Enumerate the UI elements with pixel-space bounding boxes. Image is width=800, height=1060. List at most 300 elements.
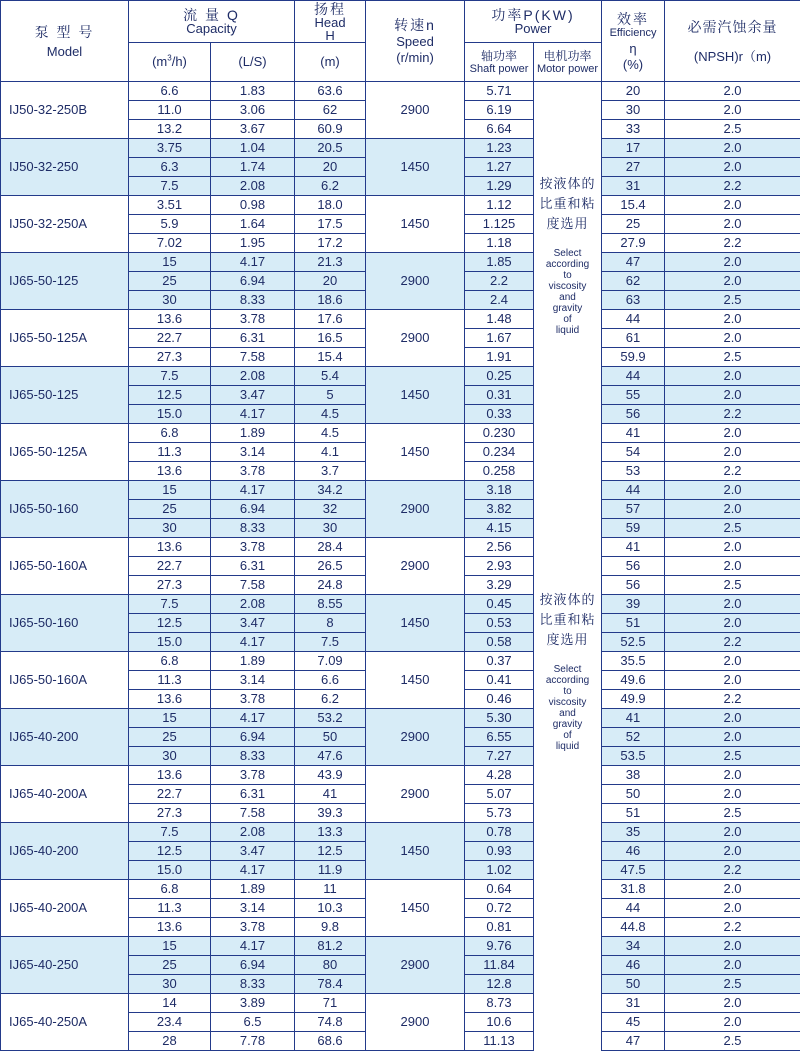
header-head-en: Head (314, 14, 346, 30)
cell-npsh: 2.0 (665, 538, 800, 557)
cell-efficiency: 31.8 (602, 880, 665, 899)
header-capacity-en: Capacity (186, 21, 237, 36)
cell-head: 74.8 (295, 1013, 366, 1032)
cell-efficiency: 38 (602, 766, 665, 785)
cell-capacity-ls: 6.94 (211, 956, 295, 975)
table-row (1, 709, 800, 728)
cell-efficiency: 56 (602, 557, 665, 576)
cell-capacity-ls: 8.33 (211, 519, 295, 538)
cell-head: 47.6 (295, 747, 366, 766)
cell-capacity-ls: 3.47 (211, 386, 295, 405)
header-shaft-power (465, 43, 534, 82)
motor-note-en-line: of (563, 314, 572, 325)
cell-speed: 2900 (366, 994, 465, 1051)
header-power-cn: 功率P(KW) (491, 7, 575, 23)
cell-capacity-ls: 1.89 (211, 424, 295, 443)
motor-note-en-line: gravity (552, 718, 583, 730)
cell-shaft-power: 2.4 (465, 291, 534, 310)
cell-capacity-m3h: 12.5 (129, 386, 211, 405)
cell-shaft-power: 1.23 (465, 139, 534, 158)
cell-efficiency: 54 (602, 443, 665, 462)
cell-capacity-ls: 1.89 (211, 880, 295, 899)
cell-model: IJ65-40-200A (1, 766, 129, 823)
cell-capacity-ls: 3.47 (211, 842, 295, 861)
cell-head: 7.5 (295, 633, 366, 652)
cell-capacity-m3h: 28 (129, 1032, 211, 1051)
cell-capacity-m3h: 6.8 (129, 652, 211, 671)
cell-shaft-power: 0.230 (465, 424, 534, 443)
cell-capacity-m3h: 13.6 (129, 462, 211, 481)
motor-note-en-line: gravity (552, 303, 583, 314)
cell-efficiency: 20 (602, 82, 665, 101)
cell-head: 5 (295, 386, 366, 405)
cell-capacity-ls: 1.95 (211, 234, 295, 253)
cell-efficiency: 35.5 (602, 652, 665, 671)
cell-speed: 1450 (366, 367, 465, 424)
cell-head: 16.5 (295, 329, 366, 348)
motor-note-en-line: viscosity (548, 281, 587, 292)
cell-shaft-power: 0.72 (465, 899, 534, 918)
cell-capacity-m3h: 6.6 (129, 82, 211, 101)
cell-capacity-ls: 2.08 (211, 367, 295, 386)
table-body (1, 82, 800, 1051)
cell-model: IJ65-40-200 (1, 709, 129, 766)
cell-efficiency: 30 (602, 101, 665, 120)
cell-head: 26.5 (295, 557, 366, 576)
cell-npsh: 2.0 (665, 937, 800, 956)
cell-efficiency: 55 (602, 386, 665, 405)
cell-shaft-power: 9.76 (465, 937, 534, 956)
cell-npsh: 2.0 (665, 671, 800, 690)
header-head (295, 1, 366, 43)
cell-capacity-m3h: 25 (129, 500, 211, 519)
cell-efficiency: 44 (602, 367, 665, 386)
cell-head: 17.6 (295, 310, 366, 329)
cell-capacity-m3h: 13.6 (129, 766, 211, 785)
cell-capacity-ls: 3.78 (211, 462, 295, 481)
cell-efficiency: 41 (602, 538, 665, 557)
cell-head: 28.4 (295, 538, 366, 557)
cell-capacity-m3h: 6.8 (129, 880, 211, 899)
cell-capacity-ls: 4.17 (211, 709, 295, 728)
motor-note-en-line: liquid (555, 740, 580, 752)
cell-capacity-ls: 3.06 (211, 101, 295, 120)
cell-speed: 1450 (366, 880, 465, 937)
header-speed-cn: 转速n (394, 17, 436, 33)
cell-head: 41 (295, 785, 366, 804)
cell-shaft-power: 0.41 (465, 671, 534, 690)
cell-efficiency: 35 (602, 823, 665, 842)
cell-shaft-power: 0.25 (465, 367, 534, 386)
table-row (1, 538, 800, 557)
cell-head: 43.9 (295, 766, 366, 785)
cell-shaft-power: 1.12 (465, 196, 534, 215)
header-head-symbol: H (325, 27, 335, 43)
cell-head: 81.2 (295, 937, 366, 956)
cell-head: 20 (295, 272, 366, 291)
cell-head: 4.1 (295, 443, 366, 462)
cell-speed: 2900 (366, 937, 465, 994)
cell-head: 62 (295, 101, 366, 120)
cell-npsh: 2.5 (665, 120, 800, 139)
cell-motor-power-note (534, 538, 602, 1051)
cell-capacity-m3h: 22.7 (129, 329, 211, 348)
cell-npsh: 2.5 (665, 804, 800, 823)
cell-head: 13.3 (295, 823, 366, 842)
cell-shaft-power: 0.37 (465, 652, 534, 671)
cell-shaft-power: 0.93 (465, 842, 534, 861)
cell-capacity-m3h: 11.0 (129, 101, 211, 120)
cell-shaft-power: 0.64 (465, 880, 534, 899)
cell-npsh: 2.0 (665, 994, 800, 1013)
motor-note-en-line: Select (553, 248, 582, 259)
cell-capacity-ls: 2.08 (211, 177, 295, 196)
cell-npsh: 2.0 (665, 652, 800, 671)
cell-head: 50 (295, 728, 366, 747)
header-shaft-en: Shaft power (469, 62, 529, 75)
cell-shaft-power: 1.27 (465, 158, 534, 177)
header-eff-unit: (%) (622, 56, 644, 72)
table-row (1, 595, 800, 614)
cell-efficiency: 53 (602, 462, 665, 481)
cell-speed: 1450 (366, 823, 465, 880)
header-eff-en: Efficiency (609, 26, 657, 39)
cell-capacity-m3h: 30 (129, 747, 211, 766)
cell-speed: 2900 (366, 310, 465, 367)
table-row (1, 481, 800, 500)
cell-capacity-ls: 3.89 (211, 994, 295, 1013)
motor-note-en-line: viscosity (548, 696, 587, 708)
cell-motor-power-note (534, 82, 602, 538)
cell-head: 18.6 (295, 291, 366, 310)
cell-capacity-ls: 6.94 (211, 272, 295, 291)
cell-efficiency: 56 (602, 576, 665, 595)
cell-npsh: 2.0 (665, 785, 800, 804)
cell-efficiency: 57 (602, 500, 665, 519)
cell-model: IJ65-40-200 (1, 823, 129, 880)
motor-note-en-line: and (559, 292, 576, 303)
header-eff-cn: 效率 (617, 10, 650, 27)
cell-capacity-m3h: 23.4 (129, 1013, 211, 1032)
cell-head: 3.7 (295, 462, 366, 481)
cell-efficiency: 61 (602, 329, 665, 348)
cell-capacity-m3h: 12.5 (129, 614, 211, 633)
header-speed-en: Speed (396, 34, 434, 49)
cell-head: 7.09 (295, 652, 366, 671)
cell-shaft-power: 1.48 (465, 310, 534, 329)
cell-speed: 1450 (366, 595, 465, 652)
cell-capacity-ls: 2.08 (211, 595, 295, 614)
cell-speed: 1450 (366, 424, 465, 481)
cell-head: 80 (295, 956, 366, 975)
cell-capacity-m3h: 13.2 (129, 120, 211, 139)
cell-shaft-power: 0.46 (465, 690, 534, 709)
cell-head: 34.2 (295, 481, 366, 500)
motor-note-cn-line: 度选用 (546, 631, 589, 647)
cell-shaft-power: 6.64 (465, 120, 534, 139)
header-model (1, 1, 129, 82)
cell-efficiency: 44 (602, 481, 665, 500)
cell-shaft-power: 5.73 (465, 804, 534, 823)
cell-efficiency: 41 (602, 424, 665, 443)
cell-head: 4.5 (295, 424, 366, 443)
cell-capacity-m3h: 7.02 (129, 234, 211, 253)
table-row (1, 139, 800, 158)
cell-npsh: 2.0 (665, 823, 800, 842)
table-header (1, 1, 800, 82)
cell-capacity-m3h: 7.5 (129, 595, 211, 614)
cell-head: 78.4 (295, 975, 366, 994)
motor-note-cn-line: 度选用 (546, 216, 589, 231)
cell-efficiency: 59.9 (602, 348, 665, 367)
cell-efficiency: 50 (602, 975, 665, 994)
cell-capacity-ls: 3.78 (211, 538, 295, 557)
header-motor-power (534, 43, 602, 82)
cell-npsh: 2.0 (665, 424, 800, 443)
cell-capacity-m3h: 3.51 (129, 196, 211, 215)
cell-npsh: 2.5 (665, 519, 800, 538)
header-power-en: Power (514, 21, 552, 36)
cell-capacity-m3h: 13.6 (129, 310, 211, 329)
cell-shaft-power: 7.27 (465, 747, 534, 766)
cell-efficiency: 33 (602, 120, 665, 139)
cell-efficiency: 49.6 (602, 671, 665, 690)
table-row (1, 253, 800, 272)
cell-speed: 2900 (366, 82, 465, 139)
cell-model: IJ65-50-125A (1, 310, 129, 367)
cell-npsh: 2.2 (665, 861, 800, 880)
cell-capacity-m3h: 30 (129, 975, 211, 994)
header-motor-cn: 电机功率 (543, 48, 592, 63)
header-capacity (129, 1, 295, 43)
cell-npsh: 2.0 (665, 557, 800, 576)
cell-capacity-ls: 6.31 (211, 557, 295, 576)
cell-npsh: 2.5 (665, 747, 800, 766)
cell-capacity-m3h: 27.3 (129, 804, 211, 823)
table-row (1, 310, 800, 329)
cell-capacity-m3h: 6.3 (129, 158, 211, 177)
header-npsh-cn: 必需汽蚀余量 (687, 18, 778, 35)
cell-shaft-power: 8.73 (465, 994, 534, 1013)
cell-capacity-m3h: 15 (129, 709, 211, 728)
cell-model: IJ65-50-160A (1, 538, 129, 595)
cell-npsh: 2.0 (665, 139, 800, 158)
cell-shaft-power: 5.71 (465, 82, 534, 101)
cell-npsh: 2.0 (665, 595, 800, 614)
cell-npsh: 2.0 (665, 196, 800, 215)
cell-capacity-ls: 3.78 (211, 690, 295, 709)
cell-capacity-ls: 4.17 (211, 481, 295, 500)
cell-head: 5.4 (295, 367, 366, 386)
motor-note-en-line: of (563, 729, 572, 741)
header-power (465, 1, 602, 43)
cell-capacity-m3h: 25 (129, 956, 211, 975)
cell-shaft-power: 1.02 (465, 861, 534, 880)
cell-npsh: 2.0 (665, 101, 800, 120)
cell-shaft-power: 10.6 (465, 1013, 534, 1032)
motor-note-en-line: Select (553, 663, 582, 675)
cell-efficiency: 53.5 (602, 747, 665, 766)
cell-shaft-power: 0.45 (465, 595, 534, 614)
cell-efficiency: 27 (602, 158, 665, 177)
cell-head: 12.5 (295, 842, 366, 861)
cell-model: IJ65-50-125 (1, 253, 129, 310)
cell-efficiency: 44.8 (602, 918, 665, 937)
cell-shaft-power: 1.18 (465, 234, 534, 253)
cell-shaft-power: 1.125 (465, 215, 534, 234)
cell-capacity-m3h: 25 (129, 728, 211, 747)
cell-npsh: 2.5 (665, 291, 800, 310)
cell-npsh: 2.0 (665, 481, 800, 500)
cell-npsh: 2.0 (665, 766, 800, 785)
cell-capacity-ls: 7.58 (211, 348, 295, 367)
motor-note-en-line: according (545, 674, 590, 686)
cell-capacity-m3h: 7.5 (129, 177, 211, 196)
cell-capacity-m3h: 15 (129, 937, 211, 956)
motor-note-cn-line: 比重和粘 (539, 611, 596, 627)
table-row (1, 880, 800, 899)
cell-capacity-ls: 0.98 (211, 196, 295, 215)
cell-capacity-ls: 1.04 (211, 139, 295, 158)
cell-capacity-m3h: 22.7 (129, 557, 211, 576)
cell-capacity-ls: 4.17 (211, 861, 295, 880)
cell-shaft-power: 3.18 (465, 481, 534, 500)
cell-shaft-power: 2.2 (465, 272, 534, 291)
table-row (1, 937, 800, 956)
cell-efficiency: 47 (602, 1032, 665, 1051)
cell-capacity-ls: 3.14 (211, 671, 295, 690)
cell-efficiency: 52.5 (602, 633, 665, 652)
cell-capacity-ls: 6.31 (211, 329, 295, 348)
cell-npsh: 2.2 (665, 234, 800, 253)
cell-speed: 2900 (366, 709, 465, 766)
cell-capacity-ls: 3.78 (211, 310, 295, 329)
header-capacity-ls: (L/S) (211, 43, 295, 82)
cell-capacity-ls: 6.94 (211, 728, 295, 747)
cell-capacity-m3h: 12.5 (129, 842, 211, 861)
cell-shaft-power: 1.85 (465, 253, 534, 272)
cell-shaft-power: 11.13 (465, 1032, 534, 1051)
cell-shaft-power: 5.07 (465, 785, 534, 804)
cell-npsh: 2.0 (665, 614, 800, 633)
cell-capacity-m3h: 7.5 (129, 367, 211, 386)
cell-efficiency: 59 (602, 519, 665, 538)
cell-model: IJ65-50-160 (1, 595, 129, 652)
cell-efficiency: 45 (602, 1013, 665, 1032)
cell-capacity-m3h: 11.3 (129, 899, 211, 918)
cell-capacity-ls: 8.33 (211, 747, 295, 766)
cell-capacity-m3h: 7.5 (129, 823, 211, 842)
cell-head: 68.6 (295, 1032, 366, 1051)
cell-shaft-power: 6.55 (465, 728, 534, 747)
motor-note-en-line: to (563, 270, 572, 281)
cell-efficiency: 39 (602, 595, 665, 614)
cell-head: 15.4 (295, 348, 366, 367)
cell-efficiency: 44 (602, 310, 665, 329)
cell-capacity-ls: 6.31 (211, 785, 295, 804)
cell-shaft-power: 2.93 (465, 557, 534, 576)
cell-npsh: 2.2 (665, 177, 800, 196)
motor-note-cn-line: 按液体的 (539, 176, 596, 191)
motor-note-en-line: and (559, 707, 576, 719)
cell-capacity-ls: 1.83 (211, 82, 295, 101)
cell-capacity-m3h: 22.7 (129, 785, 211, 804)
cell-npsh: 2.0 (665, 880, 800, 899)
cell-capacity-ls: 4.17 (211, 405, 295, 424)
cell-speed: 2900 (366, 538, 465, 595)
cell-npsh: 2.5 (665, 975, 800, 994)
cell-npsh: 2.5 (665, 1032, 800, 1051)
cell-capacity-m3h: 27.3 (129, 576, 211, 595)
cell-shaft-power: 11.84 (465, 956, 534, 975)
cell-head: 24.8 (295, 576, 366, 595)
cell-head: 20.5 (295, 139, 366, 158)
cell-npsh: 2.0 (665, 709, 800, 728)
cell-efficiency: 25 (602, 215, 665, 234)
cell-efficiency: 52 (602, 728, 665, 747)
cell-capacity-m3h: 30 (129, 291, 211, 310)
cell-npsh: 2.0 (665, 215, 800, 234)
cell-efficiency: 63 (602, 291, 665, 310)
cell-npsh: 2.0 (665, 272, 800, 291)
cell-head: 18.0 (295, 196, 366, 215)
cell-npsh: 2.2 (665, 462, 800, 481)
motor-note-en-line: according (545, 259, 590, 270)
table-row (1, 196, 800, 215)
cell-capacity-ls: 7.78 (211, 1032, 295, 1051)
cell-capacity-ls: 6.94 (211, 500, 295, 519)
table-row (1, 823, 800, 842)
cell-capacity-m3h: 15 (129, 253, 211, 272)
cell-efficiency: 49.9 (602, 690, 665, 709)
cell-speed: 2900 (366, 253, 465, 310)
cell-head: 10.3 (295, 899, 366, 918)
cell-head: 11.9 (295, 861, 366, 880)
motor-note-en-line: to (563, 685, 572, 697)
cell-npsh: 2.0 (665, 158, 800, 177)
cell-npsh: 2.0 (665, 842, 800, 861)
cell-npsh: 2.2 (665, 633, 800, 652)
cell-shaft-power: 6.19 (465, 101, 534, 120)
cell-model: IJ65-50-160 (1, 481, 129, 538)
cell-capacity-ls: 3.67 (211, 120, 295, 139)
cell-speed: 1450 (366, 196, 465, 253)
table-row (1, 82, 800, 101)
cell-npsh: 2.0 (665, 329, 800, 348)
motor-note-cn-line: 按液体的 (539, 591, 596, 607)
cell-capacity-ls: 2.08 (211, 823, 295, 842)
header-efficiency (602, 1, 665, 82)
cell-shaft-power: 1.91 (465, 348, 534, 367)
cell-capacity-m3h: 5.9 (129, 215, 211, 234)
cell-shaft-power: 0.31 (465, 386, 534, 405)
cell-head: 9.8 (295, 918, 366, 937)
cell-shaft-power: 0.58 (465, 633, 534, 652)
cell-model: IJ65-40-250A (1, 994, 129, 1051)
cell-head: 71 (295, 994, 366, 1013)
cell-capacity-m3h: 27.3 (129, 348, 211, 367)
cell-model: IJ65-50-125A (1, 424, 129, 481)
header-speed (366, 1, 465, 82)
motor-note-cn-line: 比重和粘 (539, 196, 596, 211)
cell-speed: 2900 (366, 766, 465, 823)
header-npsh (665, 1, 800, 82)
cell-npsh: 2.0 (665, 1013, 800, 1032)
header-motor-en: Motor power (536, 62, 599, 75)
cell-capacity-m3h: 11.3 (129, 443, 211, 462)
cell-capacity-ls: 3.78 (211, 766, 295, 785)
cell-capacity-ls: 1.64 (211, 215, 295, 234)
